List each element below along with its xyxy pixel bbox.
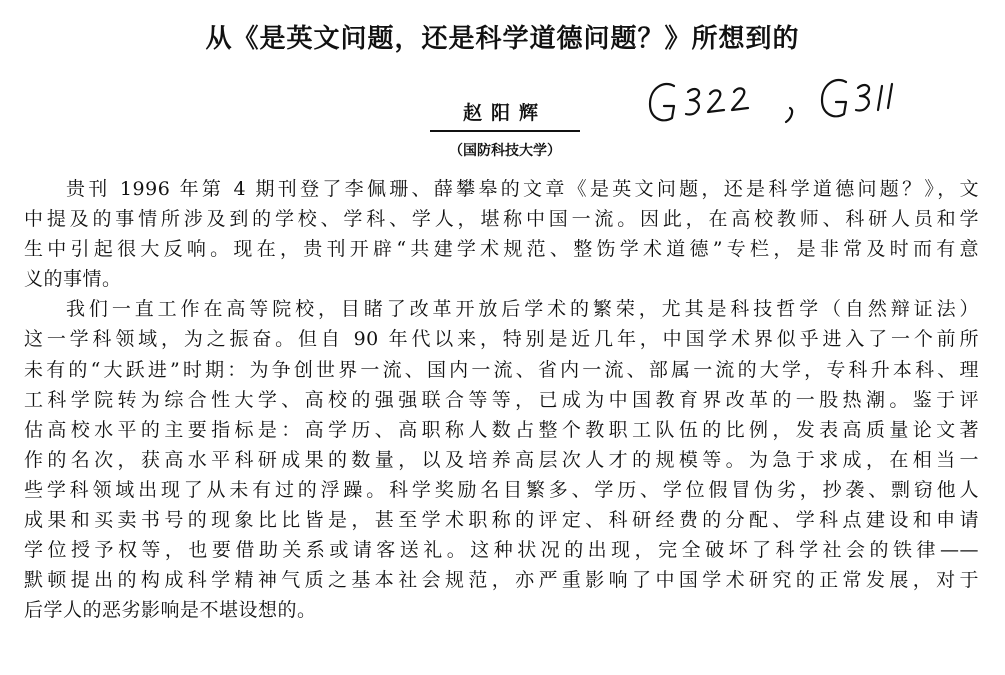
author-affiliation: （国防科技大学） (449, 143, 561, 159)
body-line: 估高校水平的主要指标是：高学历、高职称人数占整个教职工队伍的比例，发表高质量论文著 (24, 418, 979, 441)
body-line: 成果和买卖书号的现象比比皆是，甚至学术职称的评定、科研经费的分配、学科点建设和申请 (24, 509, 979, 532)
body-line: 些学科领域出现了从未有过的浮躁。科学奖励名目繁多、学历、学位假冒伪劣，抄袭、剽窃他人 (24, 478, 979, 501)
body-line: 生中引起很大反响。现在，贵刊开辟“共建学术规范、整饬学术道德”专栏，是非常及时而有意 (24, 238, 979, 261)
handwritten-classification-note (640, 74, 940, 134)
article-body (24, 174, 979, 625)
author-name: 赵阳辉 (462, 102, 547, 124)
body-line: 这一学科领域，为之振奋。但自 90 年代以来，特别是近几年，中国学术界似乎进入了一个前所 (24, 328, 979, 351)
body-line: 我们一直工作在高等院校，目睹了改革开放后学术的繁荣，尤其是科技哲学（自然辩证法） (66, 298, 979, 321)
article-title: 从《是英文问题，还是科学道德问题？》所想到的 (205, 24, 800, 54)
body-line: 作的名次，获高水平科研成果的数量，以及培养高层次人才的规模等。为急于求成，在相当一 (24, 448, 979, 471)
handwriting-svg (640, 74, 940, 134)
body-line: 后学人的恶劣影响是不堪设想的。 (24, 599, 317, 622)
body-line: 义的事情。 (24, 268, 122, 291)
body-line: 中提及的事情所涉及到的学校、学科、学人，堪称中国一流。因此，在高校教师、科研人员和学 (24, 208, 979, 231)
author-underline (430, 130, 580, 132)
body-line: 默顿提出的构成科学精神气质之基本社会规范，亦严重影响了中国学术研究的正常发展，对于 (24, 569, 979, 592)
body-line: 工科学院转为综合性大学、高校的强强联合等等，已成为中国教育界改革的一股热潮。鉴于评 (24, 388, 979, 411)
body-line: 学位授予权等，也要借助关系或请客送礼。这种状况的出现，完全破坏了科学社会的铁律—— (24, 539, 979, 562)
body-line: 贵刊 1996 年第 4 期刊登了李佩珊、薛攀皋的文章《是英文问题，还是科学道德问题？》，文 (66, 178, 979, 200)
body-line: 未有的“大跃进”时期：为争创世界一流、国内一流、省内一流、部属一流的大学，专科升本科、理 (24, 358, 979, 381)
